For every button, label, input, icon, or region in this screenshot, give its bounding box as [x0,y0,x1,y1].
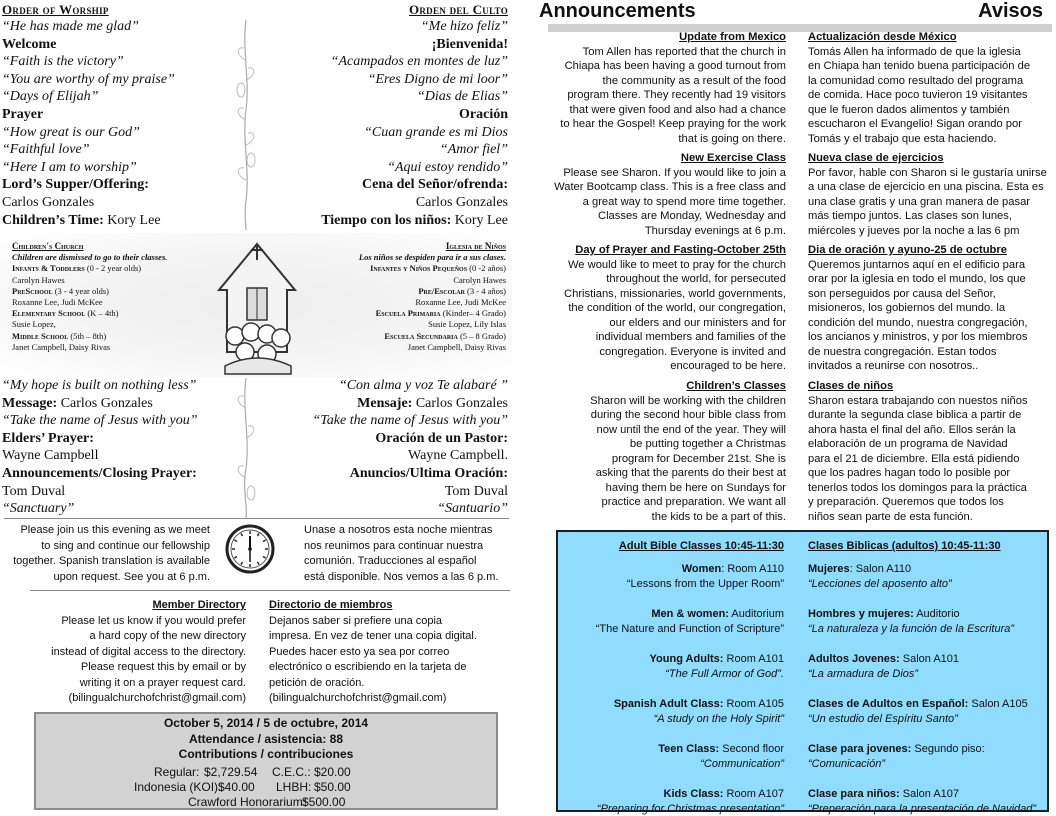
worship-item: Anuncios/Ultima Oración: [349,465,508,481]
kids-group-ages: (3 - 4 year olds) [54,285,110,296]
kids-group-label: Elementary School [12,308,86,319]
announcement-line: que los padres hagan todo lo posible por [808,467,1011,479]
kids-group-ages: (5th – 8th) [70,330,107,341]
class-entry-es [808,787,1048,816]
crawford-value: $500.00 [302,795,346,809]
announcement-line: Chiapa has been having a good turnout from [564,60,786,72]
announcement-line: the condition of the world, our congregation, [568,302,786,314]
announcement-line: ahora hasta el final del año. Ellos serán la [808,423,1016,436]
text-line: está disponible. Nos vemos a las 6 p.m. [304,570,499,583]
childrens-time-name: Kory Lee [107,213,161,228]
worship-item: Carlos Gonzales [415,194,508,210]
iglesia-ninos-subtitle: Los niños se despiden para ir a sus clases. [358,252,506,263]
lhbh-value: $50.00 [314,780,351,794]
class-topic: “Communication” [700,758,784,770]
kids-group-label: Pre/Escolar [418,285,465,296]
class-room: : Room A110 [721,563,784,575]
announcement-heading-es: Actualización desde México [808,31,957,43]
worship-item: “My hope is built on nothing less” [2,378,197,393]
announcement-line: durante la segunda clase biblica a partir de [808,409,1022,421]
text-line: electrónico o escribiendo en la tarjeta de [269,661,467,673]
worship-item: Cena del Señor/ofrenda: [362,177,508,193]
worship-item: “Faithful love” [2,142,90,158]
text-line: to sing and continue our fellowship [41,539,210,552]
announcement-line: Tomás y el trabajo que esta haciendo. [808,132,997,145]
worship-item: Oración de un Pastor: [375,430,508,446]
class-name: Young Adults: [649,653,724,665]
childrens-church-subtitle: Children are dismissed to go to their classes. [12,252,168,263]
worship-item: “Sanctuary” [2,501,75,517]
announcement-line: que le fueron dados alimentos y también [808,103,1010,116]
divider [30,590,510,591]
announcement-line: invitados a reunirse con nosotros.. [808,360,979,372]
class-name-room [808,787,1048,802]
class-entry-en [558,697,784,727]
kids-group-ages: (3 - 4 años) [467,285,506,296]
text-line: comunión. Traducciones al español [304,555,477,567]
class-name: Clases de Adultos en Español: [808,698,969,710]
class-entry-es [808,697,1048,727]
worship-item-label: Message: [2,395,58,411]
class-name: Hombres y mujeres: [808,608,914,620]
announcement-line: de comida. Hace poco tuvieron 19 visitantes [808,89,1028,101]
class-topic: “Preperación para la presentación de Navidad” [808,803,1037,815]
class-name: Teen Class: [658,743,720,755]
class-entry-en [558,787,784,816]
kids-group-ages: (5 – 8 Grado) [459,330,506,341]
kids-group-label: Infantes y Niños Pequeños [370,263,468,274]
vine-ornament-top-icon [232,20,260,230]
class-room: Auditorio [913,608,960,620]
worship-item: “Me hizo feliz” [420,19,508,34]
announcement-line: Christians, missionaries, world governments, [564,287,786,300]
worship-list-es [258,18,508,212]
worship-list-en [2,18,252,212]
worship-item-value: Carlos Gonzales [57,395,153,411]
class-entry-en [558,742,784,772]
class-name: Mujeres [808,563,850,575]
announcement-es-3 [808,243,1056,374]
text-line: instead of digital access to the directory. [51,645,246,658]
class-entry-es [808,607,1048,637]
class-topic: “Lessons from the Upper Room” [626,578,784,590]
announcement-line: condición del mundo, nuestra congregación, [808,316,1028,329]
announcement-line: program there. They recently had 19 visitors [567,89,786,101]
kids-group-teachers: Carolyn Hawes [12,274,65,285]
class-name-room [808,742,1048,757]
kids-group-ages: (K – 4th) [87,308,119,319]
kids-group [306,331,506,342]
announcement-line: Classes are Monday, Wednesday and [597,210,786,222]
kids-group-ages: (0 -2 años) [469,263,506,274]
announcement-line: de nuestra congregación. Estan todos [808,345,997,358]
announcement-line: Water Bootcamp class. This is a free class and [554,181,786,193]
announcement-heading-en: Day of Prayer and Fasting-October 25th [575,244,786,256]
text-line: Please join us this evening as we meet [20,524,210,536]
announcement-line: elaboración de un programa de Navidad [808,438,1008,450]
contributions-heading: Contributions / contribuciones [178,747,354,761]
kids-group-label: PreSchool [12,285,53,296]
order-of-worship-header: Order of Worship [2,2,109,17]
text-line: petición de oración. [269,676,365,689]
worship-item: “Aqui estoy rendido” [387,159,508,175]
text-line: together. Spanish translation is available [13,555,210,567]
announcement-line: son perseguidos por causa del Señor, [808,287,996,300]
class-entry-en [558,562,784,592]
worship-item: “Days of Elijah” [2,89,99,105]
worship-item: Tom Duval [444,483,508,499]
worship-item: “Eres Digno de mi loor” [367,71,508,87]
announcement-heading-en: Update from Mexico [679,31,786,43]
class-entry-en [558,607,784,637]
member-directory-en [40,598,246,707]
announcement-line: Tom Allen has reported that the church in [582,45,786,58]
kids-group [12,286,212,297]
church-children-icon [205,240,309,376]
announcement-line: a great way to spend more time together. [582,195,786,208]
text-line: a hard copy of the new directory [89,630,246,642]
regular-label: Regular: [154,765,200,779]
announcement-line: during the second hour bible class from [590,409,786,421]
class-topic: “The Nature and Function of Scripture” [595,623,784,635]
class-topic: “La naturaleza y la función de la Escritura” [808,623,1015,635]
kids-group [12,308,212,319]
class-name: Clase para niños: [808,788,900,800]
text-line: Unase a nosotros esta noche mientras [304,524,493,536]
announcement-line: en Chiapa han tenido buena participación de [808,60,1031,72]
service-date: October 5, 2014 / 5 de octubre, 2014 [163,716,369,730]
directorio-miembros-title: Directorio de miembros [269,599,393,611]
announcement-line: asking that the parents do their best at [595,467,786,479]
avisos-title: Avisos [978,0,1043,22]
announcement-line: the community as a result of the food [602,74,786,87]
worship-item: Wayne Campbell [2,448,99,464]
class-room: Salon A105 [968,698,1028,710]
announcement-line: tenerlos todos los domingos para la práctica [808,481,1027,494]
worship-item: Carlos Gonzales [2,194,95,210]
class-entry-es [808,562,1048,592]
attendance-contributions-box [34,712,498,810]
text-line: writing it on a prayer request card. [79,676,246,689]
class-room: Room A105 [723,698,784,710]
announcement-line: niños sean parte de esta función. [808,510,973,523]
class-topic: “Preparing for Christmas presentation” [596,803,784,815]
class-room: Room A107 [723,788,784,800]
tiempo-ninos-label: Tiempo con los niños: [321,213,452,228]
announcement-line: to hear the Gospel! Keep praying for the work [560,118,786,130]
childrens-time-label: Children’s Time: [2,213,104,228]
announcement-heading-en: Children’s Classes [686,380,786,392]
kids-groups-en [12,263,212,353]
announcement-line: our elders and our ministers and for [609,316,786,329]
worship-item: “Take the name of Jesus with you” [2,413,198,429]
regular-value: $2,729.54 [204,765,258,779]
worship-item: “How great is our God” [2,124,140,140]
kids-group [306,263,506,274]
worship-item: Prayer [2,106,44,122]
class-topic: “Comunicación” [808,758,886,770]
adult-bible-classes-box [556,530,1049,815]
class-name-room [808,697,1048,712]
class-room: Room A101 [723,653,784,665]
kids-group-label: Escuela Primaria [375,308,441,319]
class-name: Men & women: [651,608,729,620]
orden-del-culto-header: Orden del Culto [408,2,508,17]
class-name-room [558,697,784,712]
crawford-label: Crawford Honorarium: [188,795,307,809]
worship-item: “He has made me glad” [2,19,139,34]
class-name: Kids Class: [663,788,724,800]
childrens-time-es [258,212,508,230]
announcement-line: Por favor, hable con Sharon si le gustaría unirse [808,166,1047,179]
announcement-en-1 [540,30,786,146]
class-room: Salon A107 [899,788,960,800]
class-entry-en [558,652,784,682]
childrens-time-en [2,212,252,230]
worship-item: “Faith is the victory” [2,54,124,70]
worship-item [258,395,508,413]
worship-item: “Acampados en montes de luz” [330,54,508,70]
childrens-church-title: Children's Church [12,241,84,251]
announcement-line: that were given food and also had a chance [569,103,786,116]
worship-item: “Santuario” [437,501,508,517]
announcement-line: program for December 21st. She is [611,452,786,465]
class-name-room [558,787,784,802]
class-name-room [558,607,784,622]
class-room: : Salon A110 [849,563,912,575]
class-room: Second floor [719,743,784,755]
announcement-en-3 [540,243,786,374]
class-name: Spanish Adult Class: [613,698,724,710]
announcement-line: Tomás Allen ha informado de que la iglesia [808,45,1021,58]
class-name: Adultos Jovenes: [808,653,900,665]
class-name-room [808,562,1048,577]
kids-group-teachers: Roxanne Lee, Judi McKee [12,297,103,308]
text-line: Please request this by email or by [80,661,246,673]
announcement-line: the kids to be a part of this. [651,510,786,523]
announcement-line: más tiempo juntos. Las clases son lunes, [808,210,1012,222]
text-line: upon request. See you at 6 p.m. [53,570,210,583]
kids-group-label: Escuela Secundaria [384,330,458,341]
class-name-room [558,652,784,667]
announcement-line: individual members and families of the [595,331,786,343]
announcement-heading-en: New Exercise Class [680,152,786,164]
classes-title-en: Adult Bible Classes 10:45-11:30 [618,540,784,552]
worship-item: “Amor fiel” [439,142,508,158]
worship-item: Oración [459,106,508,122]
announcement-line: encouraged to be here. [670,360,786,372]
announcement-es-2 [808,151,1056,238]
iglesia-ninos-title: Iglesia de Niños [445,241,506,251]
kids-group [306,308,506,319]
classes-title-es: Clases Biblicas (adultos) 10:45-11:30 [808,540,1001,552]
text-line: Puedes hacer esto ya sea por correo [269,645,450,658]
kids-group-teachers: Susie Lopez, Lily Islas [428,319,506,330]
announcement-line: los ancianos y ministros, y por los miembros [808,331,1028,343]
kids-group-label: Infants & Toddlers [12,263,85,274]
indonesia-label: Indonesia (KOI): [134,780,222,794]
worship-item: “You are worthy of my praise” [2,71,175,87]
announcement-en-2 [540,151,786,238]
class-topic: “Lecciones del aposento alto” [808,578,952,590]
announcement-line: misioneros, los gobiernos del mundo. la [808,302,1006,314]
announcement-line: la comunidad como resultado del programa [808,74,1024,87]
class-name-room [808,607,1048,622]
worship-item: Announcements/Closing Prayer: [2,465,197,481]
kids-group-teachers: Janet Campbell, Daisy Rivas [407,341,506,352]
class-name-room [558,742,784,757]
worship-item: Wayne Campbell. [408,448,508,464]
worship-item: “Take the name of Jesus with you” [312,413,508,429]
worship-item: Elders’ Prayer: [2,430,94,446]
announcement-line: Thursday evenings at 6 p.m. [644,224,786,237]
announcement-line: Sharon will be working with the children [590,394,786,407]
announcement-line: Sharon estara trabajando con nuestos niños [808,394,1028,407]
announcement-line: now until the end of the year. They will [596,423,786,436]
announcement-en-4 [540,379,786,524]
worship-list2-es [258,377,508,518]
cec-value: $20.00 [314,765,351,779]
kids-group-teachers: Susie Lopez, [12,319,56,330]
divider [4,518,509,519]
kids-group-teachers: Carolyn Hawes [453,274,506,285]
worship-item: “Dias de Elias” [416,89,508,105]
member-directory-title: Member Directory [152,599,246,611]
text-line: Please let us know if you would prefer [61,614,246,627]
class-topic: “A study on the Holy Spirit” [653,713,784,725]
announcement-line: that is going on there. [678,132,786,145]
class-name-room [808,652,1048,667]
worship-list2-en [2,377,252,518]
worship-item-value: Carlos Gonzales [412,395,508,411]
class-room: Segundo piso: [911,743,985,755]
class-topic: “La armadura de Dios” [808,668,919,680]
announcement-line: having them be here on Sundays for [605,481,786,494]
announcement-heading-es: Clases de niños [808,380,894,392]
text-line: nos reunimos para continuar nuestra [304,539,484,552]
announcement-line: throughout the world, for persecuted [606,273,786,285]
announcement-line: be putting together a Christmas [629,438,786,450]
text-line: Dejanos saber si prefiere una copia [269,614,443,627]
announcement-heading-es: Dia de oración y ayuno-25 de octubre [808,244,1007,256]
announcements-title: Announcements [539,0,696,22]
announcement-line: a una clase de ejercicio en una piscina. Esta es [808,181,1044,193]
announcement-line: congregation. Everyone is invited and [599,345,786,358]
announcement-line: practice and preparation. We want all [601,496,786,508]
childrens-church-en [12,241,212,353]
lhbh-label: LHBH: [276,780,312,794]
text-line: (bilingualchurchofchrist@gmail.com) [68,692,246,704]
text-line: (bilingualchurchofchrist@gmail.com) [269,692,447,704]
class-name: Clase para jovenes: [808,743,912,755]
kids-group-ages: (Kinder– 4 Grado) [442,308,506,319]
worship-item: Tom Duval [2,483,66,499]
class-room: Salon A101 [899,653,960,665]
announcement-line: orar por la iglesia en todo el mundo, los que [808,273,1026,285]
class-topic: “The Full Armor of God”. [665,668,784,680]
class-name-room [558,562,784,577]
kids-group-ages: (0 - 2 year olds) [86,263,142,274]
announcement-line: escucharon el Evangelio! Sigan orando por [808,118,1022,130]
class-entry-es [808,652,1048,682]
kids-group-teachers: Janet Campbell, Daisy Rivas [12,341,111,352]
directorio-miembros-es [269,598,509,707]
worship-item [2,395,252,413]
worship-item: ¡Bienvenida! [431,36,508,52]
clock-icon [225,524,275,574]
class-topic: “Un estudio del Espíritu Santo” [808,713,958,725]
kids-group [12,263,212,274]
announcement-es-1 [808,30,1056,146]
text-line: impresa. En vez de tener una copia digital. [269,630,477,642]
worship-item: “Here I am to worship” [2,159,137,175]
worship-item: “Cuan grande es mi Dios [364,124,508,140]
announcement-line: Please see Sharon. If you would like to join a [563,166,786,179]
worship-item-label: Mensaje: [357,395,413,411]
announcement-line: miércoles y jueves por la noche a las 6 pm [808,224,1020,237]
kids-group-teachers: Roxanne Lee, Judi McKee [415,297,506,308]
cec-label: C.E.C.: [272,765,311,779]
class-entry-es [808,742,1048,772]
kids-groups-es [306,263,506,353]
evening-invite-es [304,523,509,585]
indonesia-value: $40.00 [218,780,255,794]
kids-group-label: Middle School [12,330,69,341]
announcement-es-4 [808,379,1056,524]
announcement-line: Queremos juntarnos aquí en el edificio para [808,258,1026,271]
announcement-line: una clase gratis y una gran manera de pasar [808,195,1031,208]
announcement-line: para el 21 de diciembre. Ella está pidiendo [808,452,1020,465]
announcement-heading-es: Nueva clase de ejercicios [808,152,944,164]
attendance: Attendance / asistencia: 88 [188,731,344,746]
iglesia-ninos-es [306,241,506,353]
evening-invite-en [10,523,210,585]
announcement-line: We would like to meet to pray for the church [567,258,786,271]
worship-item: “Con alma y voz Te alabaré ” [338,378,508,393]
class-name: Women [681,563,722,575]
tiempo-ninos-name: Kory Lee [454,213,508,228]
worship-item: Lord’s Supper/Offering: [2,177,149,193]
announcement-line: y preparación. Queremos que todos los [808,496,1004,508]
kids-group [12,331,212,342]
worship-item: Welcome [2,36,57,52]
kids-group [306,286,506,297]
class-room: Auditorium [728,608,784,620]
